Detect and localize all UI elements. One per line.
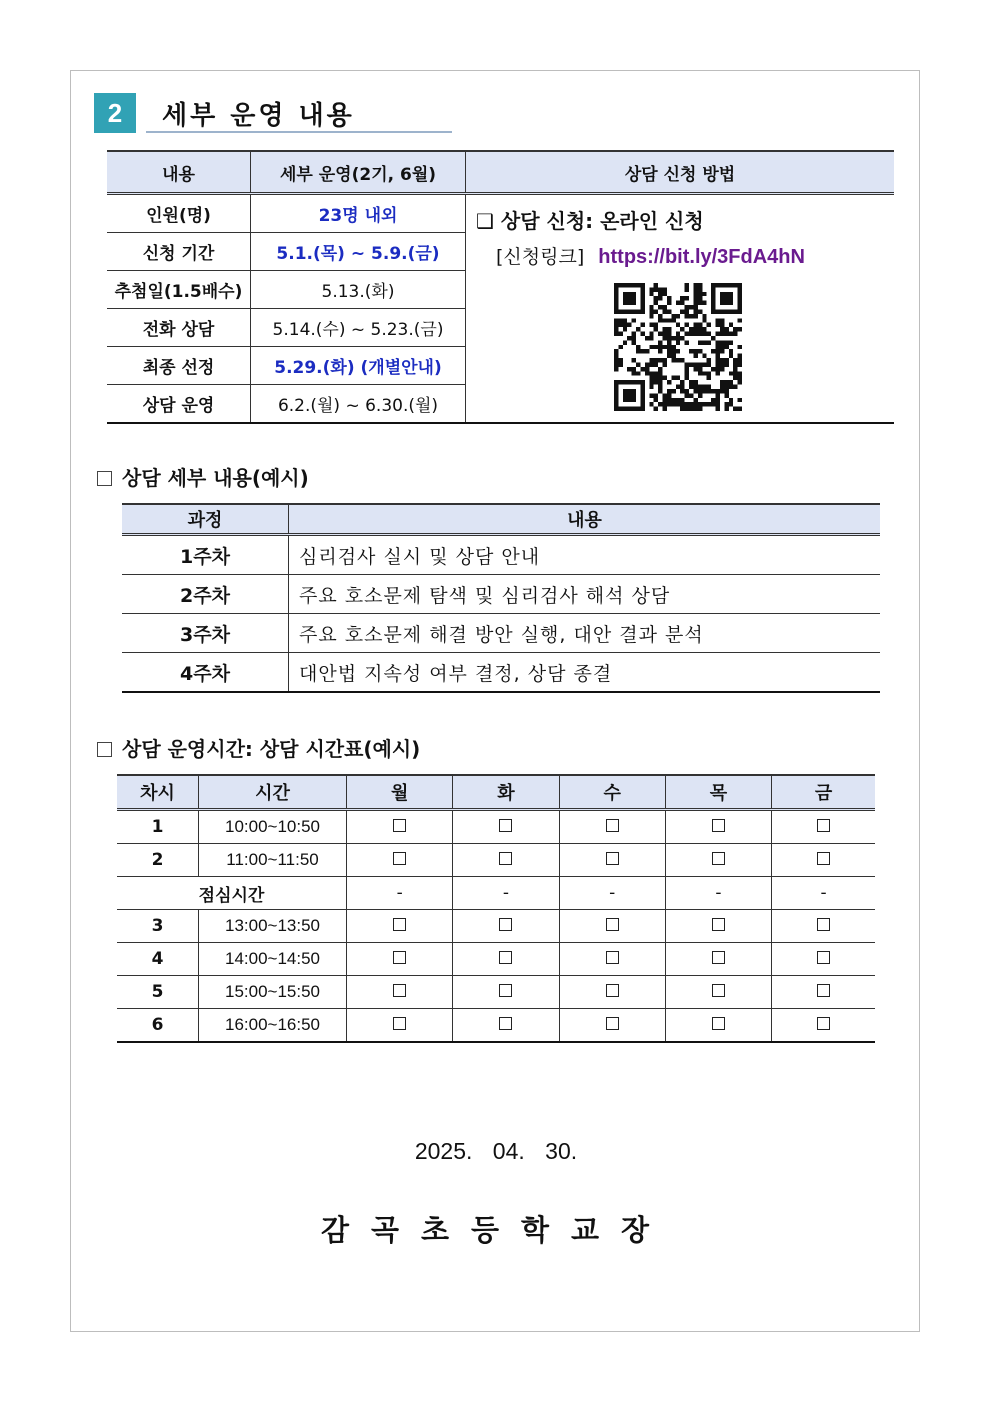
detail-content: 주요 호소문제 탐색 및 심리검사 해석 상담 — [289, 575, 881, 614]
lunch-dash: - — [665, 877, 771, 910]
table-row — [117, 1009, 875, 1043]
detail-content: 주요 호소문제 해결 방안 실행, 대안 결과 분석 — [289, 614, 881, 653]
day-slot-cell — [665, 1009, 771, 1043]
day-slot-cell — [347, 844, 453, 877]
session-number: 1 — [117, 810, 199, 844]
checkbox-icon[interactable] — [817, 918, 830, 931]
section-underline — [146, 131, 452, 133]
detail-content: 심리검사 실시 및 상담 안내 — [289, 535, 881, 575]
section-header — [94, 93, 454, 135]
checkbox-icon[interactable] — [817, 1017, 830, 1030]
table-row — [117, 910, 875, 943]
checkbox-icon[interactable] — [499, 918, 512, 931]
session-time: 10:00~10:50 — [199, 810, 347, 844]
checkbox-icon[interactable] — [606, 852, 619, 865]
document-date: 2025. 04. 30. — [414, 1138, 578, 1164]
application-method-title — [476, 205, 894, 234]
checkbox-icon[interactable] — [393, 852, 406, 865]
principal-signature: 감곡초등학교장 — [320, 1213, 672, 1247]
application-link-label: [신청링크] — [496, 246, 585, 268]
day-slot-cell — [665, 844, 771, 877]
lunch-dash: - — [772, 877, 875, 910]
session-number: 4 — [117, 943, 199, 976]
day-slot-cell — [665, 976, 771, 1009]
checkbox-icon[interactable] — [499, 819, 512, 832]
table-row — [122, 535, 880, 575]
day-slot-cell — [347, 976, 453, 1009]
detail-heading-text: 상담 세부 내용(예시) — [122, 466, 309, 490]
day-slot-cell — [772, 810, 875, 844]
operation-row-value: 23명 내외 — [251, 194, 466, 233]
operation-header-detail: 세부 운영(2기, 6월) — [251, 151, 466, 194]
checkbox-icon[interactable] — [499, 852, 512, 865]
checkbox-icon[interactable] — [393, 1017, 406, 1030]
application-method-text: 상담 신청: 온라인 신청 — [500, 209, 704, 233]
checkbox-icon[interactable] — [712, 951, 725, 964]
day-slot-cell — [453, 976, 559, 1009]
checkbox-icon[interactable] — [393, 918, 406, 931]
detail-table — [122, 503, 880, 693]
checkbox-icon[interactable] — [499, 951, 512, 964]
operation-row-value: 5.13.(화) — [251, 271, 466, 309]
session-time: 13:00~13:50 — [199, 910, 347, 943]
lunch-dash: - — [559, 877, 665, 910]
day-slot-cell — [453, 1009, 559, 1043]
schedule-heading-text: 상담 운영시간: 상담 시간표(예시) — [122, 737, 421, 761]
day-slot-cell — [772, 1009, 875, 1043]
square-bullet-icon — [97, 471, 112, 486]
session-time: 16:00~16:50 — [199, 1009, 347, 1043]
day-slot-cell — [559, 844, 665, 877]
checkbox-icon[interactable] — [606, 1017, 619, 1030]
operation-header-content: 내용 — [107, 151, 251, 194]
checkbox-icon[interactable] — [712, 984, 725, 997]
day-slot-cell — [665, 810, 771, 844]
session-number: 5 — [117, 976, 199, 1009]
session-number: 2 — [117, 844, 199, 877]
day-slot-cell — [347, 810, 453, 844]
table-row — [117, 976, 875, 1009]
checkbox-icon[interactable] — [393, 819, 406, 832]
operation-row-label: 신청 기간 — [107, 233, 251, 271]
checkbox-icon[interactable] — [712, 1017, 725, 1030]
day-slot-cell — [772, 976, 875, 1009]
operation-row-label: 추첨일(1.5배수) — [107, 271, 251, 309]
table-row — [117, 943, 875, 976]
schedule-header: 월 — [347, 775, 453, 810]
operation-table — [107, 150, 894, 424]
day-slot-cell — [347, 1009, 453, 1043]
checkbox-icon[interactable] — [499, 984, 512, 997]
table-row — [117, 844, 875, 877]
day-slot-cell — [453, 844, 559, 877]
day-slot-cell — [559, 1009, 665, 1043]
session-time: 14:00~14:50 — [199, 943, 347, 976]
table-row — [117, 877, 875, 910]
day-slot-cell — [772, 910, 875, 943]
detail-week: 3주차 — [122, 614, 289, 653]
day-slot-cell — [665, 943, 771, 976]
checkbox-icon[interactable] — [817, 852, 830, 865]
table-row — [122, 614, 880, 653]
detail-heading — [97, 462, 309, 491]
operation-row-label: 인원(명) — [107, 194, 251, 233]
checkbox-icon[interactable] — [712, 852, 725, 865]
session-number: 3 — [117, 910, 199, 943]
schedule-header: 금 — [772, 775, 875, 810]
checkbox-icon[interactable] — [606, 984, 619, 997]
day-slot-cell — [453, 943, 559, 976]
lunch-dash: - — [347, 877, 453, 910]
schedule-header: 목 — [665, 775, 771, 810]
day-slot-cell — [772, 844, 875, 877]
schedule-header: 수 — [559, 775, 665, 810]
checkbox-bullet-icon: ❑ — [476, 209, 494, 233]
detail-header-content: 내용 — [289, 504, 881, 535]
day-slot-cell — [772, 943, 875, 976]
square-bullet-icon — [97, 742, 112, 757]
detail-content: 대안법 지속성 여부 결정, 상담 종결 — [289, 653, 881, 693]
schedule-header: 차시 — [117, 775, 199, 810]
day-slot-cell — [347, 943, 453, 976]
operation-row-label: 전화 상담 — [107, 309, 251, 347]
checkbox-icon[interactable] — [712, 819, 725, 832]
operation-header-method: 상담 신청 방법 — [466, 151, 895, 194]
checkbox-icon[interactable] — [606, 951, 619, 964]
operation-row-label: 최종 선정 — [107, 347, 251, 385]
detail-week: 2주차 — [122, 575, 289, 614]
application-method-cell — [466, 194, 895, 424]
section-number-badge: 2 — [94, 93, 136, 133]
operation-row-value: 5.1.(목) ~ 5.9.(금) — [251, 233, 466, 271]
day-slot-cell — [559, 943, 665, 976]
operation-row-value: 6.2.(월) ~ 6.30.(월) — [251, 385, 466, 424]
schedule-table — [117, 774, 875, 1043]
session-time: 15:00~15:50 — [199, 976, 347, 1009]
checkbox-icon[interactable] — [393, 951, 406, 964]
lunch-dash: - — [453, 877, 559, 910]
schedule-heading — [97, 733, 420, 762]
checkbox-icon[interactable] — [817, 951, 830, 964]
schedule-header: 화 — [453, 775, 559, 810]
detail-week: 4주차 — [122, 653, 289, 693]
detail-header-stage: 과정 — [122, 504, 289, 535]
qr-code-icon[interactable] — [614, 283, 742, 411]
checkbox-icon[interactable] — [712, 918, 725, 931]
application-link-line — [496, 242, 894, 269]
table-row — [117, 810, 875, 844]
checkbox-icon[interactable] — [499, 1017, 512, 1030]
day-slot-cell — [559, 976, 665, 1009]
lunch-label: 점심시간 — [117, 877, 347, 910]
checkbox-icon[interactable] — [817, 819, 830, 832]
operation-row-value: 5.14.(수) ~ 5.23.(금) — [251, 309, 466, 347]
checkbox-icon[interactable] — [393, 984, 406, 997]
detail-week: 1주차 — [122, 535, 289, 575]
day-slot-cell — [559, 910, 665, 943]
table-row — [122, 653, 880, 693]
operation-row-label: 상담 운영 — [107, 385, 251, 424]
session-time: 11:00~11:50 — [199, 844, 347, 877]
application-link[interactable]: https://bit.ly/3FdA4hN — [598, 246, 805, 268]
checkbox-icon[interactable] — [606, 819, 619, 832]
session-number: 6 — [117, 1009, 199, 1043]
day-slot-cell — [453, 810, 559, 844]
day-slot-cell — [559, 810, 665, 844]
checkbox-icon[interactable] — [817, 984, 830, 997]
table-row — [122, 575, 880, 614]
checkbox-icon[interactable] — [606, 918, 619, 931]
operation-row-value: 5.29.(화) (개별안내) — [251, 347, 466, 385]
day-slot-cell — [665, 910, 771, 943]
section-title: 세부 운영 내용 — [162, 101, 355, 131]
day-slot-cell — [347, 910, 453, 943]
schedule-header: 시간 — [199, 775, 347, 810]
day-slot-cell — [453, 910, 559, 943]
